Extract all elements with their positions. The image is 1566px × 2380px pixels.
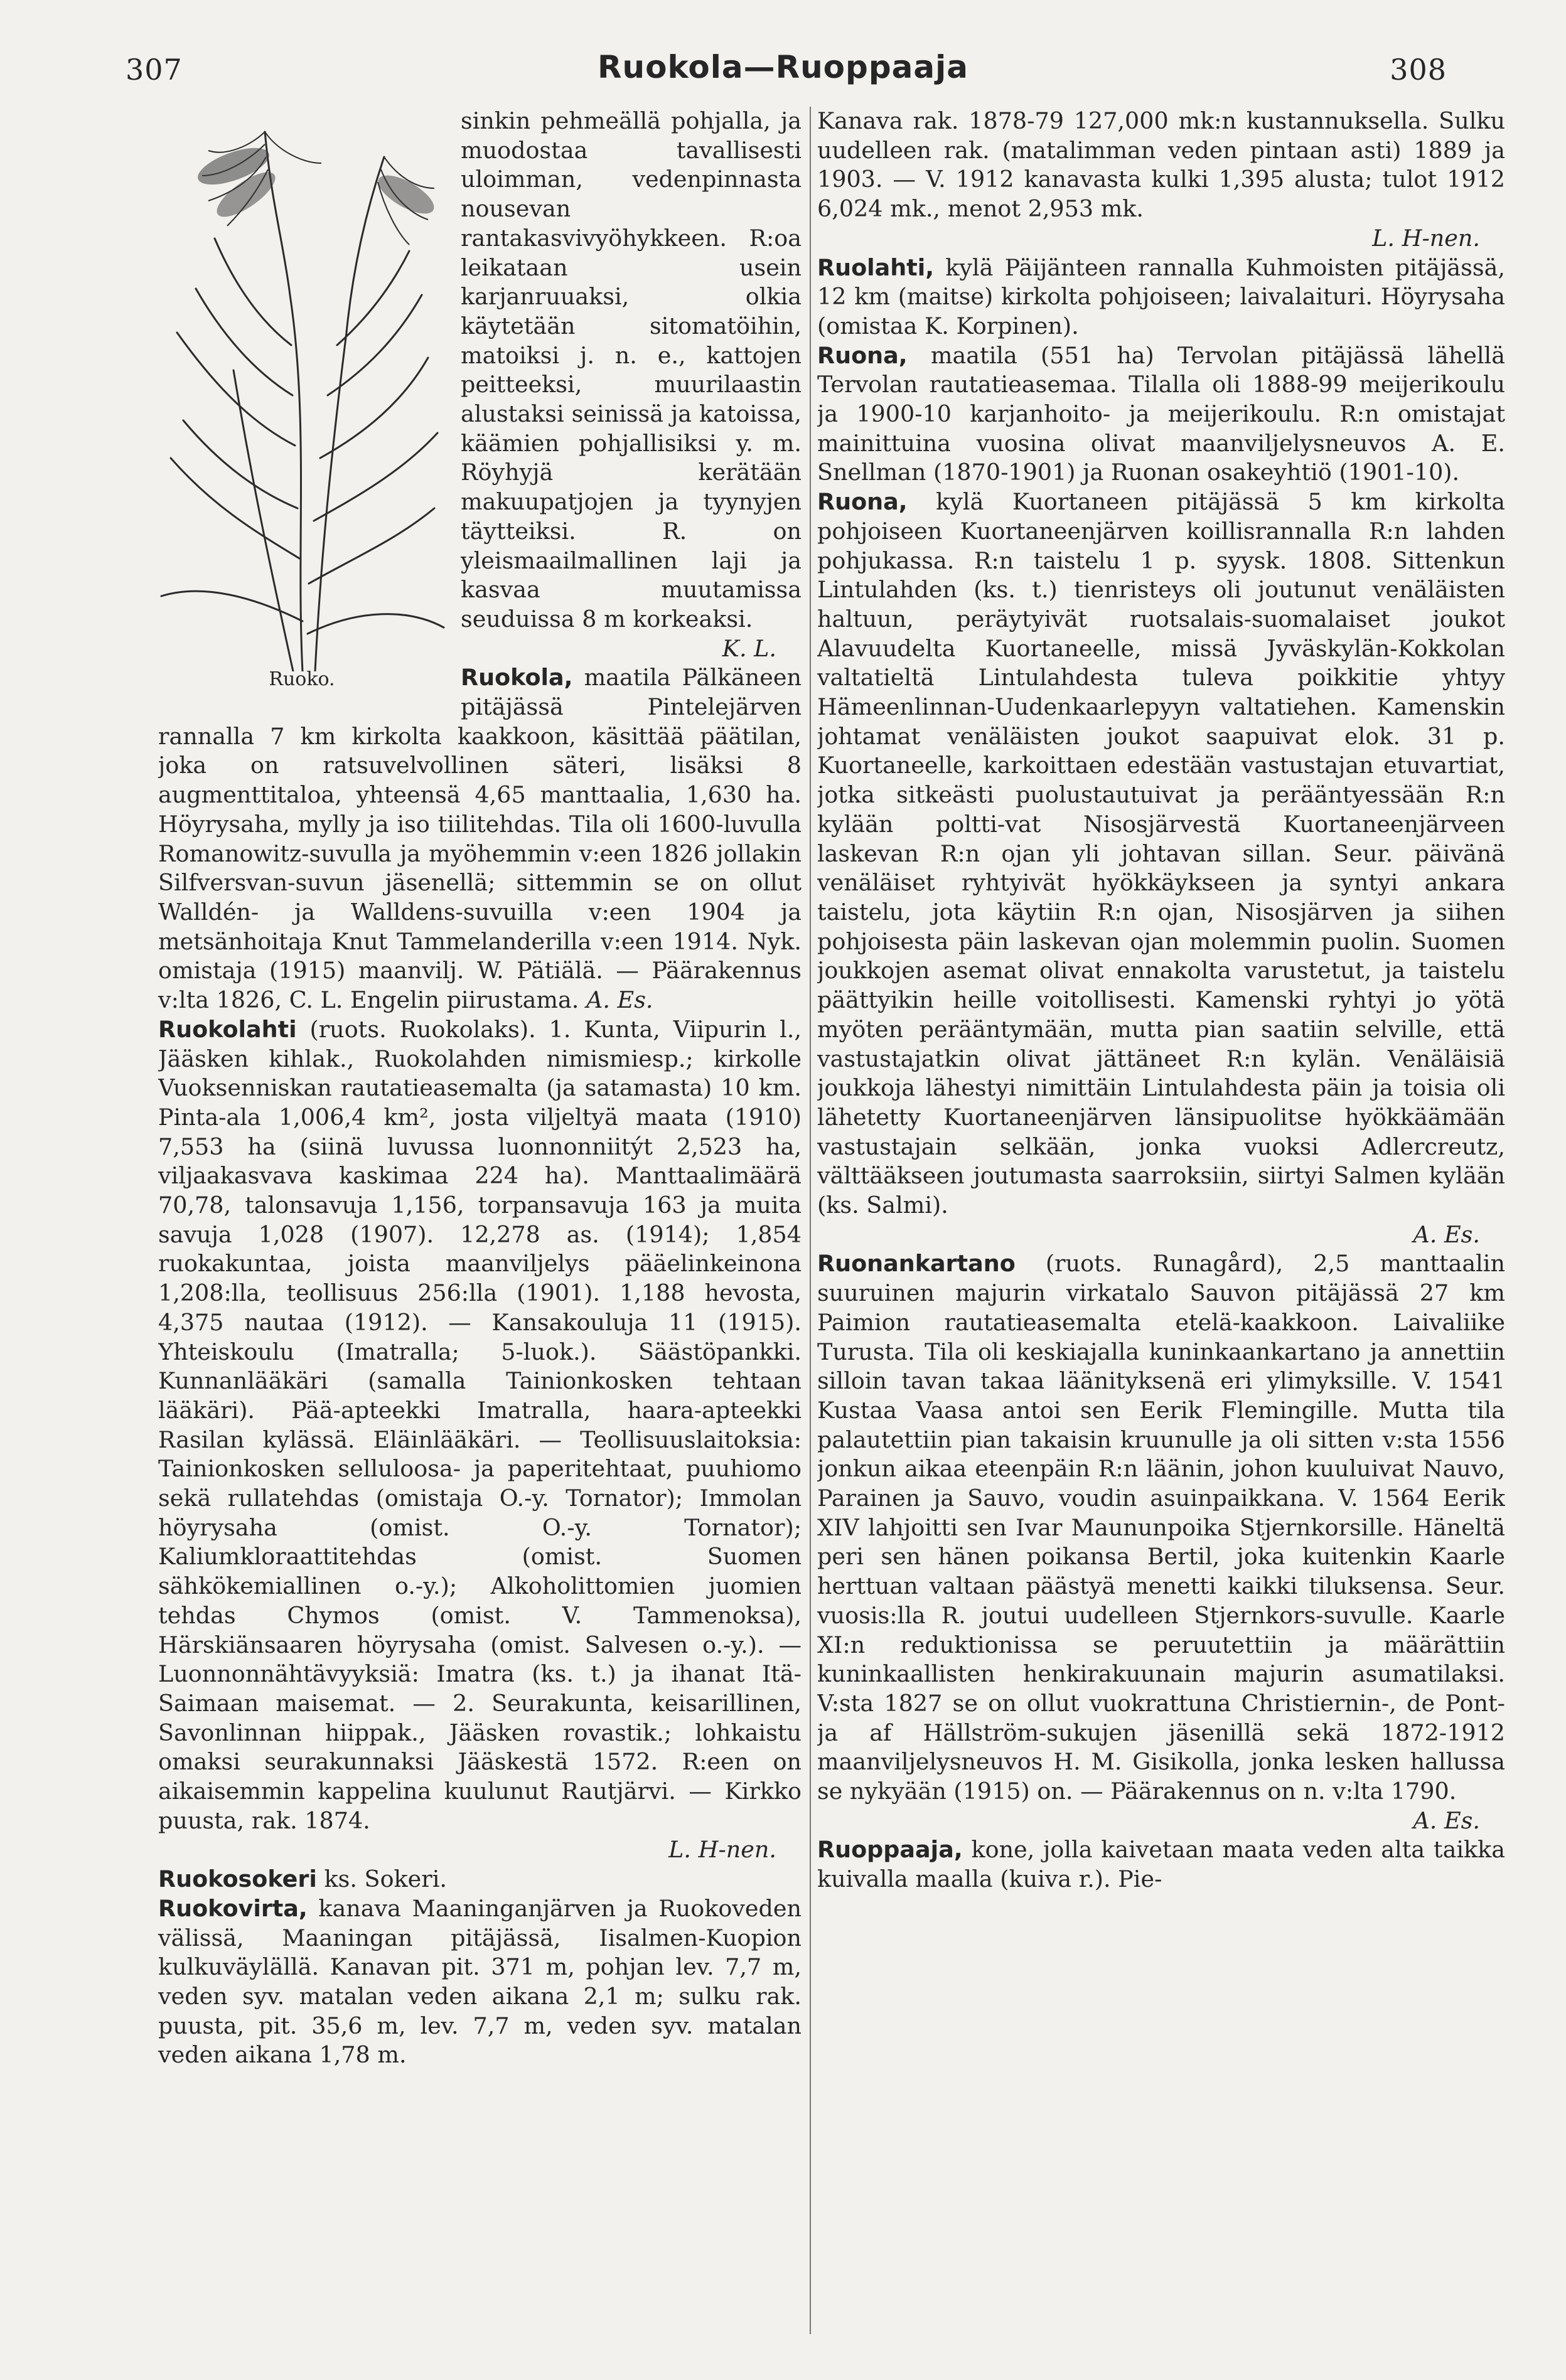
page-number-left: 307 xyxy=(126,53,183,87)
entry-ruokola xyxy=(158,663,802,1015)
headword: Ruokola, xyxy=(461,664,573,691)
running-title: Ruokola—Ruoppaaja xyxy=(598,49,968,85)
entry-signature: K. L. xyxy=(722,634,776,662)
right-column xyxy=(817,107,1505,2340)
entry-text: maatila Pälkäneen pitäjässä Pintelejärven rannalla 7 km kirkolta kaakkoon, käsittää päätilan, joka on ratsuvelvollinen säteri, lisäksi 8 augmenttitaloa, yhteensä 4,65 manttaalia, 1,630 ha. Höyrysaha, mylly ja iso tiilitehdas. Tila oli 1600-luvulla Romanowitz-suvulla ja myöhemmin v:een 1826 jollakin Silfversvan-suvun jäsenellä; sittemmin se on ollut Walldén- ja Walldens-suvuilla v:een 1904 ja metsänhoitaja Knut Tammelanderilla v:een 1914. Nyk. omistaja (1915) maanvilj. W. Pätiälä. — Päärakennus v:lta 1826, C. L. Engelin piirustama. xyxy=(158,664,802,1014)
figure-caption: Ruoko. xyxy=(269,668,335,690)
entry-text: kylä Päijänteen rannalla Kuhmoisten pitäjässä, 12 km (maitse) kirkolta pohjoiseen; laivalaituri. Höyrysaha (omistaa K. Korpinen). xyxy=(817,253,1505,339)
entry-text: kanava Maaninganjärven ja Ruokoveden välissä, Maaningan pitäjässä, Iisalmen-Kuopion kulkuväylällä. Kanavan pit. 371 m, pohjan lev. 7,7 m, veden syv. matalan veden aikana 2,1 m; sulku rak. puusta, pit. 35,6 m, lev. 7,7 m, veden syv. matalan veden aikana 1,78 m. xyxy=(158,1894,802,2069)
reed-illustration xyxy=(158,107,446,709)
page-header xyxy=(0,45,1566,102)
entry-ruokosokeri xyxy=(158,1865,802,1894)
entry-text: maatila (551 ha) Tervolan pitäjässä lähellä Tervolan rautatieasemaa. Tilalla oli 1888-99 meijerikoulu ja 1900-10 karjanhoito- ja meijerikoulu. R:n omistajat mainittuina vuosina olivat maanviljelysneuvos A. E. Snellman (1870-1901) ja Ruonan osakeyhtiö (1901-10). xyxy=(817,341,1505,486)
entry-ruona-kyla xyxy=(817,488,1505,1220)
headword: Ruona, xyxy=(817,341,908,369)
entry-signature: A. Es. xyxy=(1413,1806,1480,1834)
left-column xyxy=(158,107,802,2340)
entry-text: (ruots. Ruokolaks). 1. Kunta, Viipurin l., Jääsken kihlak., Ruokolahden nimismiesp.; kirkolle Vuoksenniskan rautatieasemalta (ja satamasta) 10 km. Pinta-ala 1,006,4 km², josta viljeltyä maata (1910) 7,553 ha (siinä luvussa luonnonniitýt 2,523 ha, viljaakasvava kaskimaa 224 ha). Manttaalimäärä 70,78, talonsavuja 1,156, torpansavuja 163 ja muita savuja 1,028 (1907). 12,278 as. (1914); 1,854 ruokakuntaa, joista maanviljelys pääelinkeinona 1,208:lla, teollisuus 256:lla (1901). 1,188 hevosta, 4,375 nautaa (1912). — Kansakouluja 11 (1915). Yhteiskoulu (Imatralla; 5-luok.). Säästöpankki. Kunnanlääkäri (samalla Tainionkosken tehtaan lääkäri). Pää-apteekki Imatralla, haara-apteekki Rasilan kylässä. Eläinlääkäri. — Teollisuuslaitoksia: Tainionkosken selluloosa- ja paperitehtaat, puuhiomo sekä rullatehdas (omistaja O.-y. Tornator); Immolan höyrysaha (omist. O.-y. Tornator); Kaliumkloraattitehdas (omist. Suomen sähkökemiallinen o.-y.); Alkoholittomien juomien tehdas Chymos (omist. V. Tammenoksa), Härskiänsaaren höyrysaha (omist. Salvesen o.-y.). — Luonnonnähtävyyksiä: Imatra (ks. t.) ja ihanat Itä-Saimaan maisemat. — 2. Seurakunta, keisarillinen, Savonlinnan hiippak., Jääsken rovastik.; lohkaistu omaksi seurakunnaksi Jääskestä 1572. R:een on aikaisemmin kappelina kuulunut Rautjärvi. — Kirkko puusta, rak. 1874. xyxy=(158,1015,802,1834)
entry-text: ks. Sokeri. xyxy=(316,1865,447,1893)
entry-signature: A. Es. xyxy=(1413,1220,1480,1248)
reed-plant-drawing xyxy=(158,107,446,671)
headword: Ruokolahti xyxy=(158,1015,297,1043)
headword: Ruonankartano xyxy=(817,1250,1016,1278)
entry-ruoppaaja xyxy=(817,1835,1505,1894)
entry-ruokovirta-tail xyxy=(817,107,1505,224)
headword: Ruokosokeri xyxy=(158,1865,317,1893)
headword: Ruolahti, xyxy=(817,253,935,281)
entry-text: kone, jolla kaivetaan maata veden alta taikka kuivalla maalla (kuiva r.). Pie- xyxy=(817,1836,1505,1893)
entry-signature: L. H-nen. xyxy=(1372,224,1480,252)
entry-ruokovirta xyxy=(158,1894,802,2070)
column-divider xyxy=(810,107,811,2334)
entry-ruona-maatila xyxy=(817,341,1505,488)
entry-ruonankartano xyxy=(817,1249,1505,1806)
entry-text: Kanava rak. 1878-79 127,000 mk:n kustannuksella. Sulku uudelleen rak. (matalimman veden pintaan asti) 1889 ja 1903. — V. 1912 kanavasta kulki 1,395 alusta; tulot 1912 6,024 mk., menot 2,953 mk. xyxy=(817,107,1505,223)
entry-ruokolahti xyxy=(158,1015,802,1836)
entry-text: sinkin pehmeällä pohjalla, ja muodostaa tavallisesti uloimman, vedenpinnasta nousevan rantakasvivyöhykkeen. R:oa leikataan usein karjanruuaksi, olkia käytetään sitomatöihin, matoiksi j. n. e., kattojen peitteeksi, muurilaastin alustaksi seinissä ja katoissa, käämien pohjallisiksi y. m. Röyhyjä kerätään makuupatjojen ja tyynyjen täytteiksi. R. on yleismaailmallinen laji ja kasvaa muutamissa seuduissa 8 m korkeaksi. xyxy=(461,107,802,632)
headword: Ruokovirta, xyxy=(158,1894,308,1922)
entry-text: (ruots. Runagård), 2,5 manttaalin suuruinen majurin virkatalo Sauvon pitäjässä 27 km Paimion rautatieasemalta etelä-kaakkoon. Laivaliike Turusta. Tila oli keskiajalla kuninkaankartano ja annettiin silloin tavan takaa läänityksenä eri ylimyksille. V. 1541 Kustaa Vaasa antoi sen Eerik Flemingille. Mutta tila palautettiin pian takaisin kruunulle ja oli sitten v:sta 1556 jonkun aikaa eteenpäin R:n läänin, johon kuuluivat Nauvo, Parainen ja Sauvo, voudin asuinpaikkana. V. 1564 Eerik XIV lahjoitti sen Ivar Maununpoika Stjernkorsille. Häneltä peri sen hänen poikansa Bertil, joka kuitenkin Kaarle herttuan valtaan päästyä menetti kaikki tiluksensa. Seur. vuosis:lla R. joutui uudelleen Stjernkors-suvulle. Kaarle XI:n reduktionissa se peruutettiin ja määrättiin kuninkaallisten henkirakuunain majurin asumatilaksi. V:sta 1827 se on ollut vuokrattuna Christiernin-, de Pont- ja af Hällström-sukujen jäsenillä sekä 1872-1912 maanviljelysneuvos H. M. Gisikolla, jonka lesken hallussa se nykyään (1915) on. — Päärakennus on n. v:lta 1790. xyxy=(817,1250,1505,1805)
entry-ruolahti xyxy=(817,253,1505,341)
entry-text: kylä Kuortaneen pitäjässä 5 km kirkolta pohjoiseen Kuortaneenjärven koillisrannalla R:n lahden pohjukassa. R:n taistelu 1 p. syysk. 1808. Sittenkun Lintulahden (ks. t.) tienristeys oli joutunut venäläisten haltuun, peräytyivät ruotsalais-suomalaiset joukot Alavuudelta Kuortaneelle, missä Jyväskylän-Kokkolan valtatieltä Lintulahdesta tuleva poikkitie yhtyy Hämeenlinnan-Uudenkaarlepyyn valtatiehen. Kamenskin johtamat venäläisten joukot saapuivat elok. 31 p. Kuortaneelle, karkoittaen edestään vastustajan etuvartiat, jotka sitkeästi puolustautuivat ja perääntyessään R:n kylään poltti-vat Nisosjärvestä Kuortaneenjärveen laskevan R:n ojan yli johtavan sillan. Seur. päivänä venäläiset ryhtyivät hyökkäykseen ja syntyi ankara taistelu, jota käytiin R:n ojan, Nisosjärven ja siihen pohjoisesta päin laskevan ojan molemmin puolin. Suomen joukkojen asemat olivat ennakolta varustetut, ja taistelu päättyikin heille voitollisesti. Kamenski ryhtyi jo yötä myöten perääntymään, mutta pian saatiin selville, että vastustajatkin olivat jättäneet R:n kylän. Venäläisiä joukkoja lähestyi nimittäin Lintulahdesta päin ja toisia oli lähetetty Kuortaneenjärven länsipuolitse hyökkäämään vastustajain selkään, jonka vuoksi Adlercreutz, välttääkseen joutumasta saarroksiin, siirtyi Salmen kylään (ks. Salmi). xyxy=(817,488,1505,1219)
headword: Ruoppaaja, xyxy=(817,1836,963,1864)
page-number-right: 308 xyxy=(1390,53,1447,87)
headword: Ruona, xyxy=(817,488,908,516)
entry-signature: L. H-nen. xyxy=(668,1836,776,1864)
entry-signature: A. Es. xyxy=(586,986,653,1014)
